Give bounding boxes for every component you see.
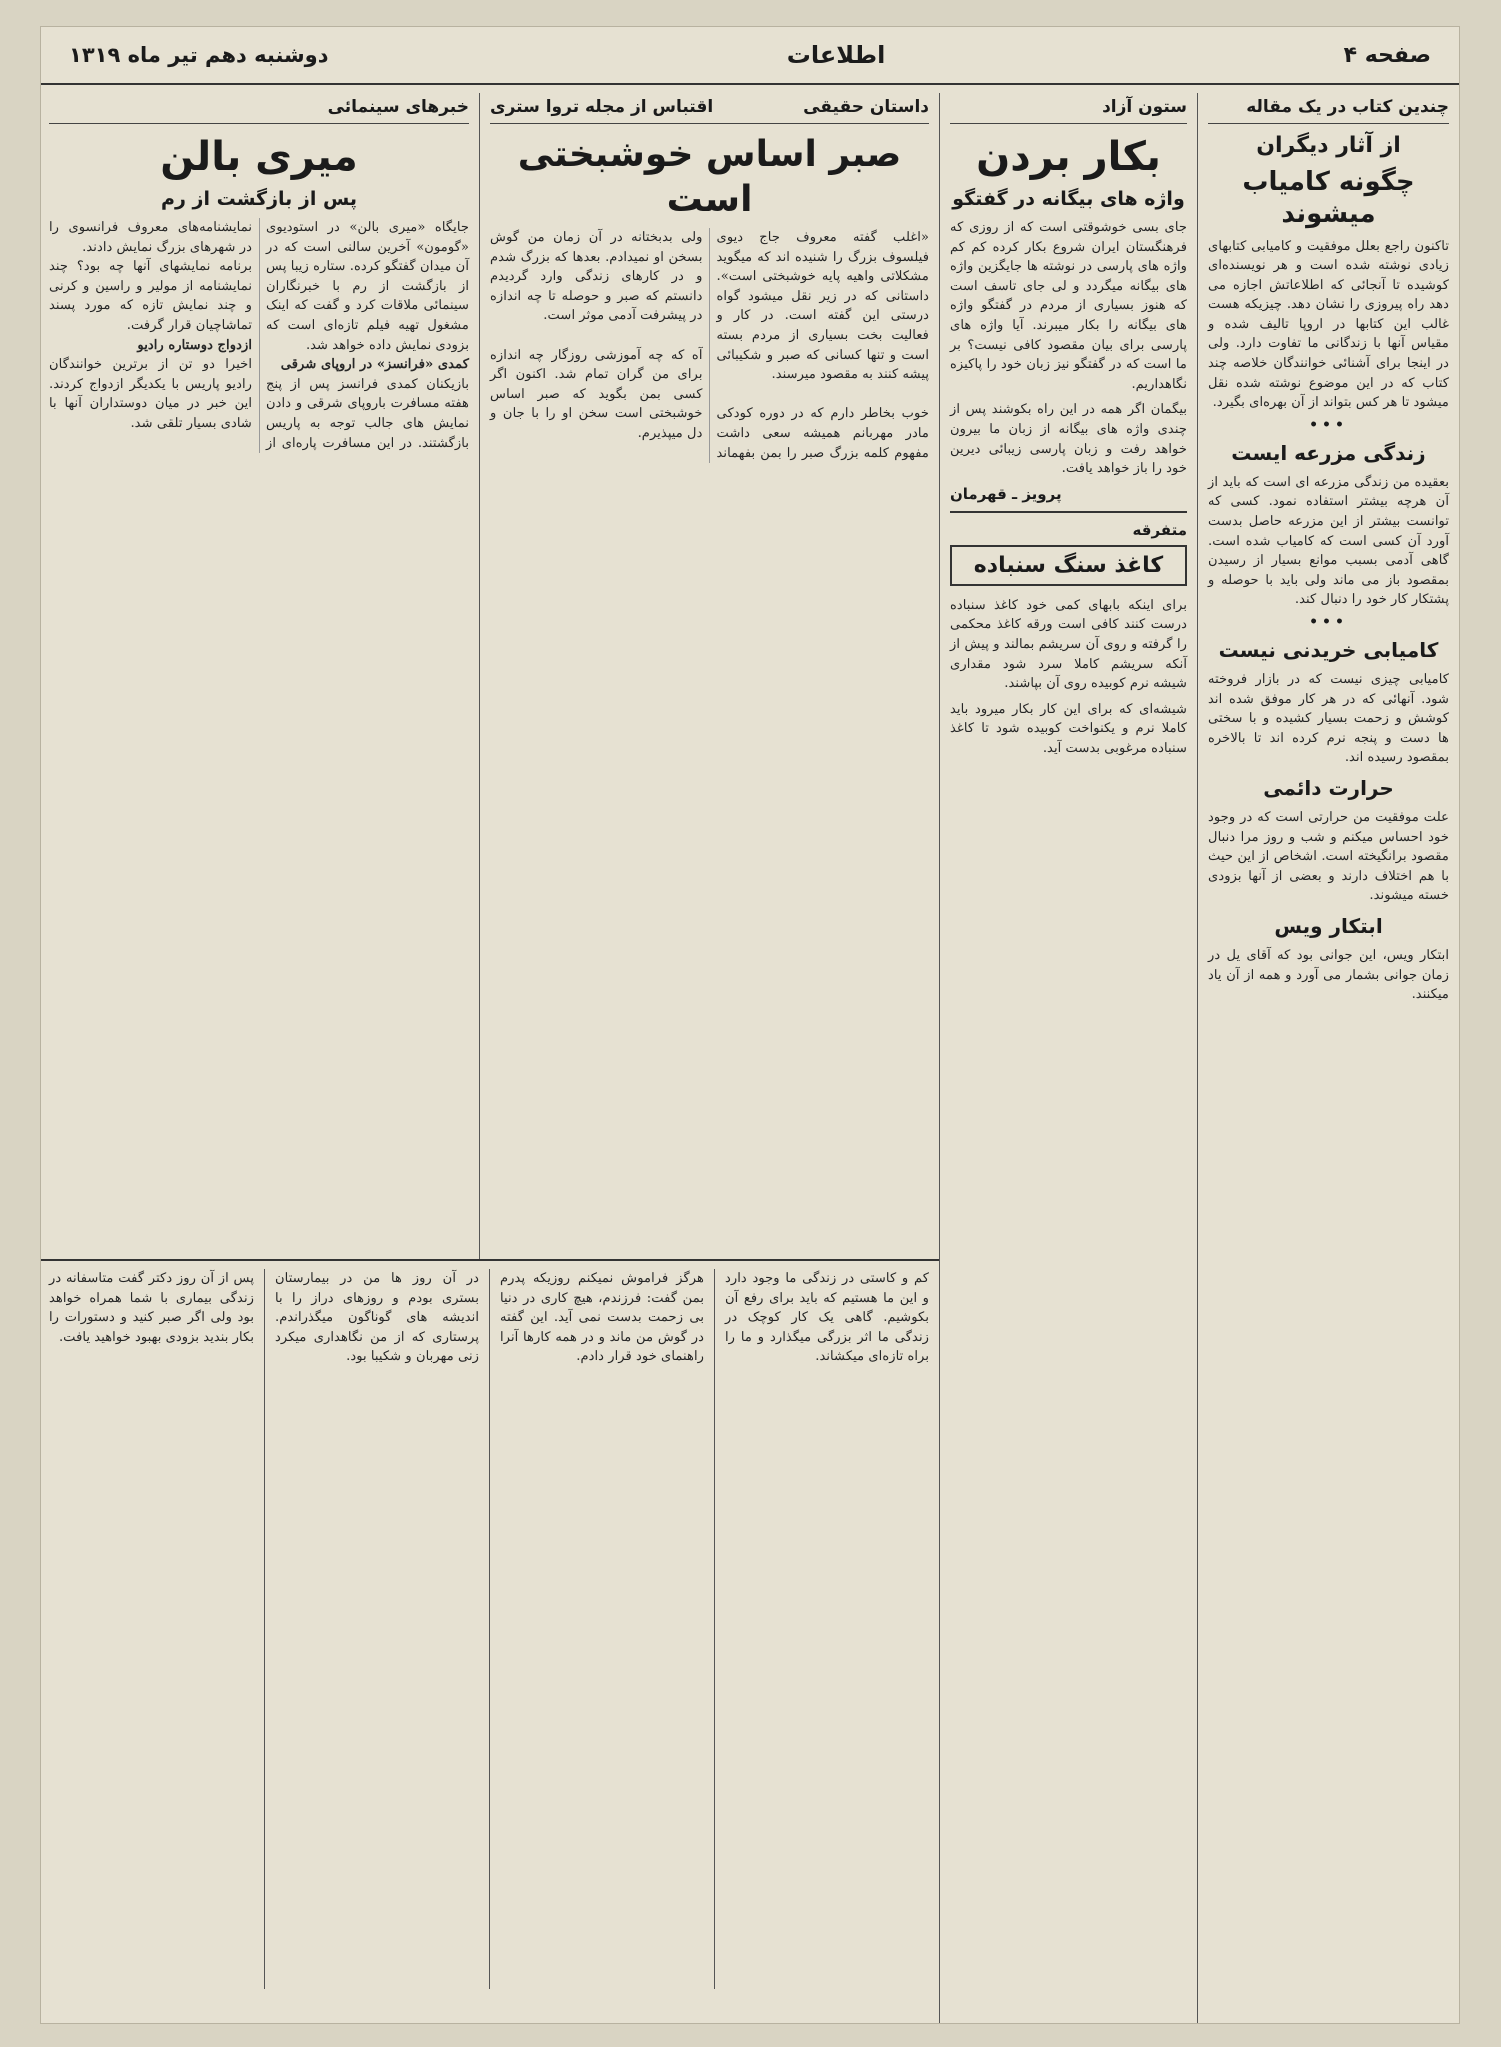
lower-column-1 — [714, 1269, 939, 1989]
subhead: کامیابی خریدنی نیست — [1218, 638, 1439, 662]
story-paragraph: خوب بخاطر دارم که در دوره کودکی مادر مهربانم همیشه سعی داشت مفهوم کلمه بزرگ صبر را بمن بفهماند ولی بدبختانه در آن زمان من گوش بسخن او نمیدادم. بعدها که بزرگ شدم و در کارهای زندگی وارد گردیدم دانستم که صبر و حوصله تا چه اندازه در پیشرفت آدمی موثر است. — [490, 230, 929, 461]
subhead: ابتکار ویس — [1274, 913, 1383, 938]
news-paragraph: بازیکنان کمدی فرانسز پس از پنج هفته مسافرت باروپای شرقی و دادن نمایش های جالب توجه به پاریس بازگشتند. در این مسافرت پاره‌ای از نمایشنامه‌های معروف فرانسوی را در شهرهای بزرگ نمایش دادند. — [49, 220, 469, 451]
article-body — [490, 228, 929, 463]
article-body: تاکنون راجع بعلل موفقیت و کامیابی کتابهای زیادی نوشته شده است و هر نویسنده‌ای کوشیده تا آنجائی که اطلاعاتش اجازه می دهد راه پیروزی را نشان دهد. چیزیکه هست غالب این کتابها در اروپا تالیف شده و مقیاس آنها با زندگانی ما تفاوت دارد. ولی در اینجا برای آشنائی خوانندگان خلاصه چند کتاب که در این موضوع نوشته شده نقل میشود تا هر کس بتواند از آن بهره‌ای بگیرد. — [1208, 238, 1449, 411]
story-paragraph: آه که چه آموزشی روزگار چه اندازه برای من گران تمام شد. اکنون اگر کسی بمن بگوید که صبر اساس خوشبختی است سخن او را با جان و دل میپذیرم. — [490, 347, 703, 441]
subhead: واژه های بیگانه در گفتگو — [952, 188, 1185, 210]
article-body: جای بسی خوشوقتی است که از روزی که فرهنگستان ایران شروع بکار کرده کم کم واژه های پارسی در نوشته ها جایگزین واژه های بیگانه میگردد و لی جای تاسف است که هنوز بسیاری از مردم در گفتگو واژه های بیگانه را بکار میبرند. آیا واژه های پارسی برای بیان مقصود کافی نیست؟ بر ما است که در گفتگو نیز زبان خود را پاکیزه نگاهداریم. — [950, 220, 1187, 392]
article-body: در آن روز ها من در بیمارستان بستری بودم و روزهای دراز را با اندیشه های گوناگون میگذراندم. پرستاری که از من نگاهداری میکرد زنی مهربان و شکیبا بود. — [275, 1271, 479, 1365]
column-free-opinion — [939, 93, 1197, 2023]
column-success-articles — [1197, 93, 1459, 2023]
article-body: ابتکار ویس، این جوانی بود که آقای یل در زمان جوانی بشمار می آورد و همه از آن یاد میکنند. — [1208, 947, 1449, 1003]
lower-continuation — [41, 1259, 939, 2023]
box-title: کاغذ سنگ سنباده — [950, 545, 1187, 586]
kicker: داستان حقیقی — [803, 97, 929, 117]
column-cinema-news — [40, 93, 479, 1259]
issue-date: دوشنبه دهم تیر ماه ۱۳۱۹ — [69, 43, 329, 67]
headline: صبر اساس خوشبختی است — [517, 134, 902, 220]
subhead: کمدی «فرانسز» در اروپای شرقی — [280, 357, 469, 373]
subhead: پس از بازگشت از رم — [161, 188, 357, 210]
headline-part-2: چگونه کامیاب میشوند — [1242, 166, 1415, 229]
lower-column-4 — [40, 1269, 264, 1989]
article-body: هرگز فراموش نمیکنم روزیکه پدرم بمن گفت: فرزندم، هیچ کاری در دنیا بی زحمت بدست نمی آید. این گفته در گوش من ماند و در همه کارها آنرا راهنمای خود قرار دادم. — [500, 1271, 704, 1365]
news-paragraph: جایگاه «میری بالن» در استودیوی «گومون» آخرین سالنی است که در آن میدان گفتگو کرده. ستاره زیبا پس از بازگشت از رم با خبرنگاران سینمائی ملاقات کرد و گفت که اینک مشغول تهیه فیلم تازه‌ای است که بزودی نمایش داده خواهد شد. — [266, 220, 469, 353]
news-paragraph: برنامه نمایشهای آنها چه بود؟ چند نمایشنامه از مولیر و راسین و کرنی و چند نمایش تازه که مورد پسند تماشاچیان قرار گرفت. — [49, 259, 252, 333]
article-body: بیگمان اگر همه در این راه بکوشند پس از چندی واژه های بیگانه از زبان ما بیرون خواهد رفت و زبان پارسی زیبائی دیرین خود را باز خواهد یافت. — [950, 402, 1187, 477]
section-label: متفرقه — [1132, 520, 1187, 539]
kicker: چندین کتاب در یک مقاله — [1208, 93, 1449, 124]
newspaper-page — [40, 26, 1460, 2024]
separator-dots: ••• — [1309, 614, 1348, 630]
column-true-story — [479, 93, 939, 1259]
article-body: پس از آن روز دکتر گفت متاسفانه در زندگی بیماری با شما همراه خواهد بود ولی اگر صبر کنید و دستورات را بکار بندید بزودی بهبود خواهید یافت. — [49, 1271, 254, 1345]
article-body — [49, 218, 469, 453]
article-body: کم و کاستی در زندگی ما وجود دارد و این ما هستیم که باید برای رفع آن بکوشیم. گاهی یک کار کوچک در زندگی ما اثر بزرگی میگذارد و ما را براه تازه‌ای میکشاند. — [725, 1271, 929, 1365]
paper-name: اطلاعات — [786, 41, 886, 69]
separator-dots: ••• — [1309, 416, 1348, 433]
headline: بکار بردن — [976, 134, 1161, 180]
upper-band — [41, 93, 1459, 1259]
article-body: شیشه‌ای که برای این کار بکار میرود باید کاملا نرم و یکنواخت کوبیده شود تا کاغذ سنباده مرغوبی بدست آید. — [950, 701, 1187, 756]
masthead — [41, 27, 1459, 85]
news-paragraph: اخیرا دو تن از برترین خوانندگان رادیو پاریس با یکدیگر ازدواج کردند. این خبر در میان دوستداران آنها با شادی بسیار تلقی شد. — [49, 357, 252, 431]
story-paragraph: «اغلب گفته معروف جاج دیوی فیلسوف بزرگ را شنیده اند که میگوید مشکلاتی واهیه پایه خوشبختی است». داستانی که در زیر نقل میشود گواه درستی این گفته است. در کار و فعالیت بخت بسیاری از مردم بسته است و تنها کسانی که صبر و شکیبائی پیشه کنند به مقصود میرسند. — [716, 230, 929, 383]
kicker: ستون آزاد — [950, 93, 1187, 124]
lower-column-3 — [264, 1269, 489, 1989]
lower-column-2 — [489, 1269, 714, 1989]
headline: میری بالن — [160, 134, 358, 180]
divider — [950, 511, 1187, 513]
source-note: اقتباس از مجله تروا ستری — [490, 97, 714, 117]
article-body: برای اینکه بابهای کمی خود کاغذ سنباده درست کنند کافی است ورقه کاغذ محکمی را گرفته و روی آن سریشم بمالند و پیش از آنکه سریشم کاملا سرد شود مقداری شیشه نرم کوبیده روی آن بپاشند. — [950, 597, 1187, 692]
subhead: ازدواج دوستاره رادیو — [137, 337, 252, 353]
article-body: کامیابی چیزی نیست که در بازار فروخته شود. آنهائی که در هر کار موفق شده اند کوشش و زحمت بسیار کشیده و با سختی ها دست و پنجه نرم کرده اند تا بالاخره بمقصود رسیده اند. — [1208, 672, 1449, 766]
article-body: بعقیده من زندگی مزرعه ای است که باید از آن هرچه بیشتر استفاده نمود. کسی که توانست بیشتر از این مزرعه حاصل بدست آورد آن کسی است که کامیاب شده است. گاهی آدمی بسبب موانع بسیار از رسیدن بمقصود باز می ماند ولی باید با حوصله و پشتکار کار خود را دنبال کند. — [1208, 474, 1449, 608]
signature: پرویز ـ قهرمان — [950, 484, 1062, 503]
subhead: حرارت دائمی — [1263, 775, 1394, 800]
kicker-row — [490, 93, 929, 124]
article-body: علت موفقیت من حرارتی است که در وجود خود احساس میکنم و شب و روز مرا دنبال مقصود برانگیخته است. اشخاص از این حیث با هم اختلاف دارند و بعضی از آنها بزودی خسته میشوند. — [1208, 809, 1449, 904]
subhead: زندگی مزرعه ایست — [1231, 440, 1426, 465]
page-number: صفحه ۴ — [1343, 42, 1431, 68]
kicker: خبرهای سینمائی — [49, 93, 469, 124]
headline-part-1: از آثار دیگران — [1256, 133, 1401, 158]
